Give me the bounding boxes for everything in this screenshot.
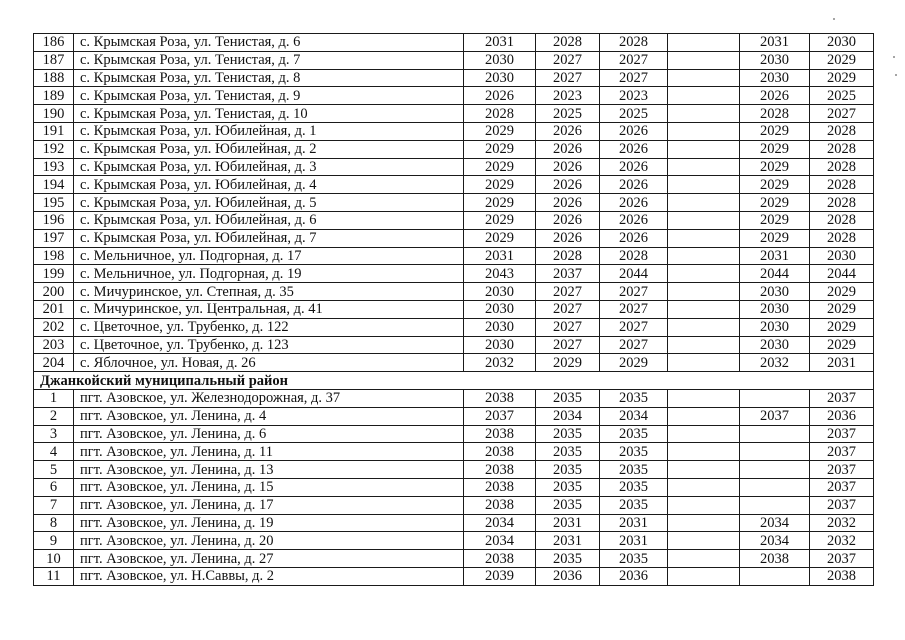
row-number: 194 <box>34 176 74 194</box>
year-cell: 2031 <box>740 34 810 52</box>
table-row <box>34 34 874 52</box>
address-cell: с. Цветочное, ул. Трубенко, д. 122 <box>74 318 464 336</box>
year-cell: 2030 <box>464 336 536 354</box>
year-cell: 2035 <box>600 389 668 407</box>
year-cell: 2023 <box>536 87 600 105</box>
year-cell: 2030 <box>464 283 536 301</box>
address-cell: пгт. Азовское, ул. Ленина, д. 19 <box>74 514 464 532</box>
year-cell: 2027 <box>536 336 600 354</box>
row-number: 10 <box>34 550 74 568</box>
year-cell: 2027 <box>536 318 600 336</box>
row-number: 198 <box>34 247 74 265</box>
year-cell: 2038 <box>464 389 536 407</box>
year-cell: 2029 <box>536 354 600 372</box>
table-row <box>34 318 874 336</box>
row-number: 1 <box>34 389 74 407</box>
scan-speck <box>893 56 895 58</box>
year-cell: 2035 <box>600 443 668 461</box>
year-cell <box>740 567 810 585</box>
table-row <box>34 461 874 479</box>
address-cell: с. Мельничное, ул. Подгорная, д. 19 <box>74 265 464 283</box>
row-number: 193 <box>34 158 74 176</box>
address-cell: пгт. Азовское, ул. Ленина, д. 15 <box>74 478 464 496</box>
year-cell: 2026 <box>740 87 810 105</box>
year-cell: 2027 <box>600 336 668 354</box>
table-row <box>34 407 874 425</box>
year-cell: 2029 <box>740 140 810 158</box>
table-row <box>34 211 874 229</box>
year-cell: 2038 <box>464 478 536 496</box>
year-cell: 2035 <box>536 389 600 407</box>
year-cell: 2037 <box>810 461 874 479</box>
year-cell: 2037 <box>810 496 874 514</box>
year-cell: 2037 <box>464 407 536 425</box>
year-cell: 2029 <box>464 229 536 247</box>
year-cell: 2037 <box>810 425 874 443</box>
scan-speck <box>895 74 897 76</box>
row-number: 197 <box>34 229 74 247</box>
year-cell: 2037 <box>740 407 810 425</box>
year-cell <box>740 478 810 496</box>
year-cell: 2031 <box>536 532 600 550</box>
address-cell: с. Крымская Роза, ул. Юбилейная, д. 1 <box>74 122 464 140</box>
year-cell: 2026 <box>600 158 668 176</box>
year-cell: 2031 <box>464 34 536 52</box>
table-row <box>34 122 874 140</box>
year-cell: 2034 <box>740 532 810 550</box>
year-cell <box>668 247 740 265</box>
address-cell: с. Крымская Роза, ул. Юбилейная, д. 4 <box>74 176 464 194</box>
row-number: 2 <box>34 407 74 425</box>
row-number: 190 <box>34 105 74 123</box>
row-number: 192 <box>34 140 74 158</box>
year-cell <box>668 354 740 372</box>
year-cell: 2037 <box>810 478 874 496</box>
year-cell <box>668 105 740 123</box>
housing-schedule-table <box>33 33 874 586</box>
year-cell: 2027 <box>600 318 668 336</box>
year-cell: 2026 <box>600 140 668 158</box>
year-cell: 2029 <box>464 194 536 212</box>
year-cell: 2027 <box>600 69 668 87</box>
year-cell <box>668 336 740 354</box>
year-cell: 2029 <box>810 300 874 318</box>
year-cell: 2035 <box>536 461 600 479</box>
table-row <box>34 567 874 585</box>
year-cell: 2035 <box>536 478 600 496</box>
address-cell: пгт. Азовское, ул. Ленина, д. 11 <box>74 443 464 461</box>
row-number: 200 <box>34 283 74 301</box>
year-cell: 2029 <box>464 158 536 176</box>
table-row <box>34 389 874 407</box>
year-cell <box>668 211 740 229</box>
year-cell: 2027 <box>810 105 874 123</box>
table-row <box>34 69 874 87</box>
year-cell: 2035 <box>600 461 668 479</box>
table-row <box>34 514 874 532</box>
year-cell: 2034 <box>600 407 668 425</box>
year-cell: 2029 <box>464 176 536 194</box>
row-number: 202 <box>34 318 74 336</box>
address-cell: с. Крымская Роза, ул. Юбилейная, д. 3 <box>74 158 464 176</box>
year-cell <box>740 496 810 514</box>
row-number: 191 <box>34 122 74 140</box>
year-cell: 2030 <box>464 69 536 87</box>
row-number: 9 <box>34 532 74 550</box>
year-cell: 2036 <box>810 407 874 425</box>
year-cell: 2035 <box>536 550 600 568</box>
year-cell: 2032 <box>464 354 536 372</box>
year-cell: 2026 <box>536 211 600 229</box>
row-number: 186 <box>34 34 74 52</box>
row-number: 188 <box>34 69 74 87</box>
year-cell: 2038 <box>464 496 536 514</box>
year-cell: 2029 <box>810 318 874 336</box>
table-row <box>34 532 874 550</box>
year-cell: 2031 <box>536 514 600 532</box>
address-cell: с. Крымская Роза, ул. Тенистая, д. 7 <box>74 51 464 69</box>
table-row <box>34 354 874 372</box>
year-cell <box>668 532 740 550</box>
year-cell: 2034 <box>740 514 810 532</box>
year-cell <box>668 318 740 336</box>
year-cell <box>668 51 740 69</box>
scan-speck <box>833 18 835 20</box>
year-cell <box>668 265 740 283</box>
address-cell: с. Мичуринское, ул. Центральная, д. 41 <box>74 300 464 318</box>
year-cell: 2038 <box>464 425 536 443</box>
row-number: 195 <box>34 194 74 212</box>
year-cell <box>668 122 740 140</box>
row-number: 11 <box>34 567 74 585</box>
year-cell: 2028 <box>810 194 874 212</box>
year-cell: 2029 <box>810 283 874 301</box>
address-cell: с. Мичуринское, ул. Степная, д. 35 <box>74 283 464 301</box>
year-cell: 2026 <box>464 87 536 105</box>
address-cell: пгт. Азовское, ул. Ленина, д. 27 <box>74 550 464 568</box>
year-cell: 2028 <box>740 105 810 123</box>
year-cell: 2031 <box>810 354 874 372</box>
table-row <box>34 247 874 265</box>
year-cell: 2035 <box>536 425 600 443</box>
year-cell: 2026 <box>536 158 600 176</box>
year-cell: 2028 <box>536 34 600 52</box>
year-cell: 2026 <box>536 176 600 194</box>
year-cell: 2035 <box>536 443 600 461</box>
year-cell <box>668 425 740 443</box>
table-row <box>34 158 874 176</box>
year-cell: 2026 <box>600 176 668 194</box>
year-cell: 2030 <box>464 51 536 69</box>
year-cell <box>668 158 740 176</box>
row-number: 4 <box>34 443 74 461</box>
section-title: Джанкойский муниципальный район <box>34 372 874 390</box>
year-cell: 2029 <box>464 211 536 229</box>
year-cell: 2030 <box>810 34 874 52</box>
year-cell: 2026 <box>600 122 668 140</box>
year-cell: 2032 <box>810 532 874 550</box>
year-cell: 2028 <box>536 247 600 265</box>
table-row <box>34 87 874 105</box>
year-cell <box>668 514 740 532</box>
address-cell: с. Яблочное, ул. Новая, д. 26 <box>74 354 464 372</box>
year-cell: 2030 <box>740 300 810 318</box>
year-cell <box>668 300 740 318</box>
year-cell <box>740 461 810 479</box>
table-row <box>34 229 874 247</box>
year-cell: 2044 <box>740 265 810 283</box>
year-cell <box>668 140 740 158</box>
year-cell: 2030 <box>464 318 536 336</box>
row-number: 3 <box>34 425 74 443</box>
table-row <box>34 194 874 212</box>
year-cell: 2023 <box>600 87 668 105</box>
row-number: 8 <box>34 514 74 532</box>
year-cell: 2031 <box>464 247 536 265</box>
year-cell: 2043 <box>464 265 536 283</box>
year-cell: 2038 <box>464 550 536 568</box>
year-cell: 2031 <box>740 247 810 265</box>
table-row <box>34 51 874 69</box>
year-cell: 2035 <box>600 496 668 514</box>
table-row <box>34 336 874 354</box>
year-cell: 2031 <box>600 514 668 532</box>
year-cell: 2044 <box>600 265 668 283</box>
year-cell: 2028 <box>600 247 668 265</box>
row-number: 201 <box>34 300 74 318</box>
year-cell: 2029 <box>810 336 874 354</box>
address-cell: с. Крымская Роза, ул. Юбилейная, д. 6 <box>74 211 464 229</box>
year-cell: 2029 <box>810 51 874 69</box>
year-cell <box>668 478 740 496</box>
year-cell: 2029 <box>740 158 810 176</box>
year-cell <box>668 283 740 301</box>
table-row <box>34 283 874 301</box>
address-cell: с. Цветочное, ул. Трубенко, д. 123 <box>74 336 464 354</box>
year-cell: 2034 <box>536 407 600 425</box>
year-cell: 2028 <box>810 229 874 247</box>
year-cell: 2030 <box>740 336 810 354</box>
year-cell <box>668 34 740 52</box>
year-cell: 2039 <box>464 567 536 585</box>
year-cell: 2025 <box>536 105 600 123</box>
year-cell <box>740 443 810 461</box>
year-cell <box>668 87 740 105</box>
year-cell <box>668 407 740 425</box>
year-cell: 2036 <box>536 567 600 585</box>
year-cell <box>668 194 740 212</box>
table-row <box>34 300 874 318</box>
year-cell: 2038 <box>810 567 874 585</box>
year-cell: 2026 <box>536 140 600 158</box>
table-row <box>34 265 874 283</box>
table-row <box>34 425 874 443</box>
year-cell: 2035 <box>600 425 668 443</box>
year-cell: 2028 <box>810 140 874 158</box>
year-cell <box>668 461 740 479</box>
year-cell: 2038 <box>740 550 810 568</box>
year-cell: 2031 <box>600 532 668 550</box>
address-cell: с. Крымская Роза, ул. Тенистая, д. 8 <box>74 69 464 87</box>
year-cell: 2028 <box>810 176 874 194</box>
year-cell: 2027 <box>600 300 668 318</box>
address-cell: пгт. Азовское, ул. Ленина, д. 17 <box>74 496 464 514</box>
address-cell: с. Крымская Роза, ул. Тенистая, д. 6 <box>74 34 464 52</box>
address-cell: с. Крымская Роза, ул. Тенистая, д. 9 <box>74 87 464 105</box>
year-cell: 2032 <box>740 354 810 372</box>
year-cell: 2025 <box>600 105 668 123</box>
address-cell: пгт. Азовское, ул. Железнодорожная, д. 37 <box>74 389 464 407</box>
table-row <box>34 478 874 496</box>
year-cell: 2026 <box>536 122 600 140</box>
year-cell <box>668 496 740 514</box>
section-row <box>34 372 874 390</box>
year-cell: 2027 <box>536 300 600 318</box>
year-cell: 2029 <box>464 140 536 158</box>
table-row <box>34 176 874 194</box>
year-cell: 2025 <box>810 87 874 105</box>
year-cell: 2038 <box>464 443 536 461</box>
year-cell: 2028 <box>810 122 874 140</box>
year-cell: 2034 <box>464 514 536 532</box>
year-cell: 2028 <box>600 34 668 52</box>
year-cell: 2026 <box>600 194 668 212</box>
row-number: 203 <box>34 336 74 354</box>
year-cell: 2029 <box>810 69 874 87</box>
year-cell: 2035 <box>536 496 600 514</box>
table-row <box>34 496 874 514</box>
row-number: 204 <box>34 354 74 372</box>
address-cell: с. Мельничное, ул. Подгорная, д. 17 <box>74 247 464 265</box>
year-cell <box>668 550 740 568</box>
address-cell: с. Крымская Роза, ул. Юбилейная, д. 7 <box>74 229 464 247</box>
year-cell: 2030 <box>810 247 874 265</box>
row-number: 189 <box>34 87 74 105</box>
year-cell <box>668 389 740 407</box>
row-number: 196 <box>34 211 74 229</box>
year-cell <box>668 69 740 87</box>
year-cell: 2026 <box>600 229 668 247</box>
year-cell: 2029 <box>600 354 668 372</box>
address-cell: пгт. Азовское, ул. Ленина, д. 6 <box>74 425 464 443</box>
year-cell: 2028 <box>810 211 874 229</box>
year-cell: 2029 <box>740 229 810 247</box>
year-cell <box>668 229 740 247</box>
year-cell <box>668 176 740 194</box>
row-number: 6 <box>34 478 74 496</box>
table-row <box>34 443 874 461</box>
year-cell: 2030 <box>740 69 810 87</box>
year-cell: 2028 <box>464 105 536 123</box>
year-cell: 2037 <box>810 443 874 461</box>
year-cell <box>740 425 810 443</box>
year-cell: 2029 <box>740 122 810 140</box>
year-cell: 2027 <box>536 69 600 87</box>
year-cell: 2026 <box>536 229 600 247</box>
year-cell: 2026 <box>600 211 668 229</box>
year-cell: 2028 <box>810 158 874 176</box>
year-cell: 2027 <box>600 283 668 301</box>
year-cell: 2030 <box>740 51 810 69</box>
year-cell: 2036 <box>600 567 668 585</box>
year-cell: 2030 <box>740 283 810 301</box>
year-cell: 2035 <box>600 550 668 568</box>
address-cell: с. Крымская Роза, ул. Юбилейная, д. 2 <box>74 140 464 158</box>
row-number: 5 <box>34 461 74 479</box>
year-cell: 2038 <box>464 461 536 479</box>
year-cell: 2030 <box>740 318 810 336</box>
year-cell: 2029 <box>740 211 810 229</box>
year-cell: 2029 <box>464 122 536 140</box>
year-cell: 2034 <box>464 532 536 550</box>
year-cell: 2037 <box>536 265 600 283</box>
address-cell: пгт. Азовское, ул. Ленина, д. 20 <box>74 532 464 550</box>
table-row <box>34 140 874 158</box>
year-cell: 2030 <box>464 300 536 318</box>
year-cell: 2029 <box>740 176 810 194</box>
year-cell: 2044 <box>810 265 874 283</box>
year-cell: 2037 <box>810 389 874 407</box>
year-cell: 2037 <box>810 550 874 568</box>
year-cell <box>668 567 740 585</box>
year-cell: 2027 <box>600 51 668 69</box>
year-cell: 2035 <box>600 478 668 496</box>
address-cell: пгт. Азовское, ул. Н.Саввы, д. 2 <box>74 567 464 585</box>
year-cell <box>740 389 810 407</box>
row-number: 187 <box>34 51 74 69</box>
year-cell: 2026 <box>536 194 600 212</box>
year-cell <box>668 443 740 461</box>
year-cell: 2029 <box>740 194 810 212</box>
address-cell: пгт. Азовское, ул. Ленина, д. 4 <box>74 407 464 425</box>
address-cell: с. Крымская Роза, ул. Юбилейная, д. 5 <box>74 194 464 212</box>
address-cell: пгт. Азовское, ул. Ленина, д. 13 <box>74 461 464 479</box>
row-number: 199 <box>34 265 74 283</box>
year-cell: 2027 <box>536 51 600 69</box>
address-cell: с. Крымская Роза, ул. Тенистая, д. 10 <box>74 105 464 123</box>
row-number: 7 <box>34 496 74 514</box>
year-cell: 2027 <box>536 283 600 301</box>
year-cell: 2032 <box>810 514 874 532</box>
table-row <box>34 105 874 123</box>
table-row <box>34 550 874 568</box>
